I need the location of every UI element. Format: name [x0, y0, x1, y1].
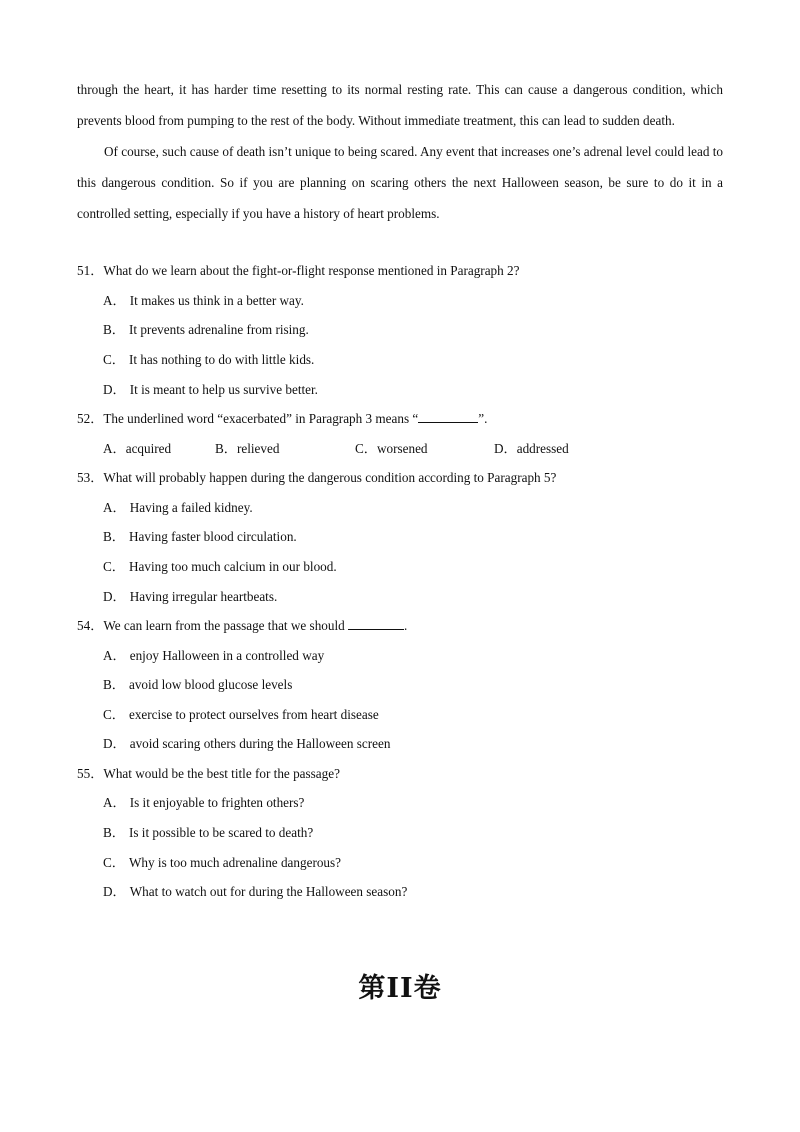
- option-text: relieved: [236, 441, 280, 456]
- option-letter: B．: [103, 677, 125, 692]
- option-text: Why is too much adrenaline dangerous?: [128, 855, 342, 870]
- question-53-option-d[interactable]: [103, 588, 277, 606]
- option-text: exercise to protect ourselves from heart disease: [128, 707, 379, 722]
- stem-text: .: [404, 618, 408, 633]
- option-letter: D．: [103, 736, 126, 751]
- option-text: What to watch out for during the Halloween season?: [129, 884, 408, 899]
- option-letter: B．: [103, 322, 125, 337]
- option-letter: C．: [103, 352, 125, 367]
- stem-text: ”.: [478, 411, 488, 426]
- option-letter: D．: [103, 589, 126, 604]
- option-text: Having a failed kidney.: [129, 500, 253, 515]
- question-55-option-d[interactable]: [103, 883, 407, 901]
- reading-passage: [77, 74, 723, 229]
- option-letter: A．: [103, 795, 126, 810]
- option-text: avoid low blood glucose levels: [128, 677, 293, 692]
- option-letter: C．: [355, 441, 377, 456]
- question-54-option-c[interactable]: [103, 706, 379, 724]
- question-53-option-a[interactable]: [103, 499, 253, 517]
- passage-paragraph: through the heart, it has harder time resetting to its normal resting rate. This can cause a dangerous condition, which prevents blood from pumping to the rest of the body. Without immediate treatment, this can lead to sudden death.: [77, 82, 723, 128]
- option-text: addressed: [516, 441, 569, 456]
- option-letter: D．: [494, 441, 517, 456]
- option-letter: A．: [103, 500, 126, 515]
- answer-blank: [348, 617, 404, 630]
- passage-paragraph: Of course, such cause of death isn’t unique to being scared. Any event that increases one’s adrenal level could lead to this dangerous condition. So if you are planning on scaring others the next Halloween season, be sure to do it in a controlled setting, especially if you have a history of heart problems.: [77, 144, 723, 221]
- stem-text: 52．The underlined word “exacerbated” in Paragraph 3 means “: [77, 411, 419, 426]
- question-51-option-d[interactable]: [103, 381, 318, 399]
- question-55-option-a[interactable]: [103, 794, 304, 812]
- question-53-option-c[interactable]: [103, 558, 337, 576]
- question-55-stem: 55．What would be the best title for the passage?: [77, 766, 340, 781]
- question-51-option-a[interactable]: [103, 292, 304, 310]
- option-text: It is meant to help us survive better.: [129, 382, 318, 397]
- option-text: enjoy Halloween in a controlled way: [129, 648, 325, 663]
- option-text: Having faster blood circulation.: [128, 529, 297, 544]
- option-letter: C．: [103, 707, 125, 722]
- question-52-option-a[interactable]: [103, 440, 171, 458]
- section-title: 第II卷: [358, 973, 442, 1004]
- question-52-option-d[interactable]: [494, 440, 569, 458]
- option-letter: B．: [103, 529, 125, 544]
- option-letter: D．: [103, 884, 126, 899]
- option-text: Is it enjoyable to frighten others?: [129, 795, 305, 810]
- option-text: It has nothing to do with little kids.: [128, 352, 315, 367]
- option-letter: C．: [103, 559, 125, 574]
- option-letter: B．: [103, 825, 125, 840]
- option-text: Having irregular heartbeats.: [129, 589, 278, 604]
- question-51-option-b[interactable]: [103, 321, 309, 339]
- option-text: Having too much calcium in our blood.: [128, 559, 337, 574]
- question-54-stem: [77, 617, 723, 635]
- option-letter: C．: [103, 855, 125, 870]
- question-53-option-b[interactable]: [103, 528, 297, 546]
- question-54-option-d[interactable]: [103, 735, 390, 753]
- question-54-option-b[interactable]: [103, 676, 292, 694]
- option-text: worsened: [376, 441, 428, 456]
- option-letter: D．: [103, 382, 126, 397]
- question-55-option-b[interactable]: [103, 824, 313, 842]
- option-text: Is it possible to be scared to death?: [128, 825, 314, 840]
- question-52-stem: [77, 410, 723, 428]
- question-52-option-c[interactable]: [355, 440, 428, 458]
- question-52-option-b[interactable]: [215, 440, 279, 458]
- question-51-stem: 51．What do we learn about the fight-or-flight response mentioned in Paragraph 2?: [77, 263, 520, 278]
- answer-blank: [418, 410, 478, 423]
- question-51-option-c[interactable]: [103, 351, 314, 369]
- option-text: acquired: [125, 441, 172, 456]
- question-53-stem: 53．What will probably happen during the dangerous condition according to Paragraph 5?: [77, 470, 557, 485]
- option-letter: B．: [215, 441, 237, 456]
- option-letter: A．: [103, 293, 126, 308]
- option-letter: A．: [103, 648, 126, 663]
- option-text: It prevents adrenaline from rising.: [128, 322, 309, 337]
- question-55-option-c[interactable]: [103, 854, 341, 872]
- question-54-option-a[interactable]: [103, 647, 324, 665]
- option-text: avoid scaring others during the Halloween screen: [129, 736, 391, 751]
- option-text: It makes us think in a better way.: [129, 293, 304, 308]
- option-letter: A．: [103, 441, 126, 456]
- stem-text: 54．We can learn from the passage that we should: [77, 618, 349, 633]
